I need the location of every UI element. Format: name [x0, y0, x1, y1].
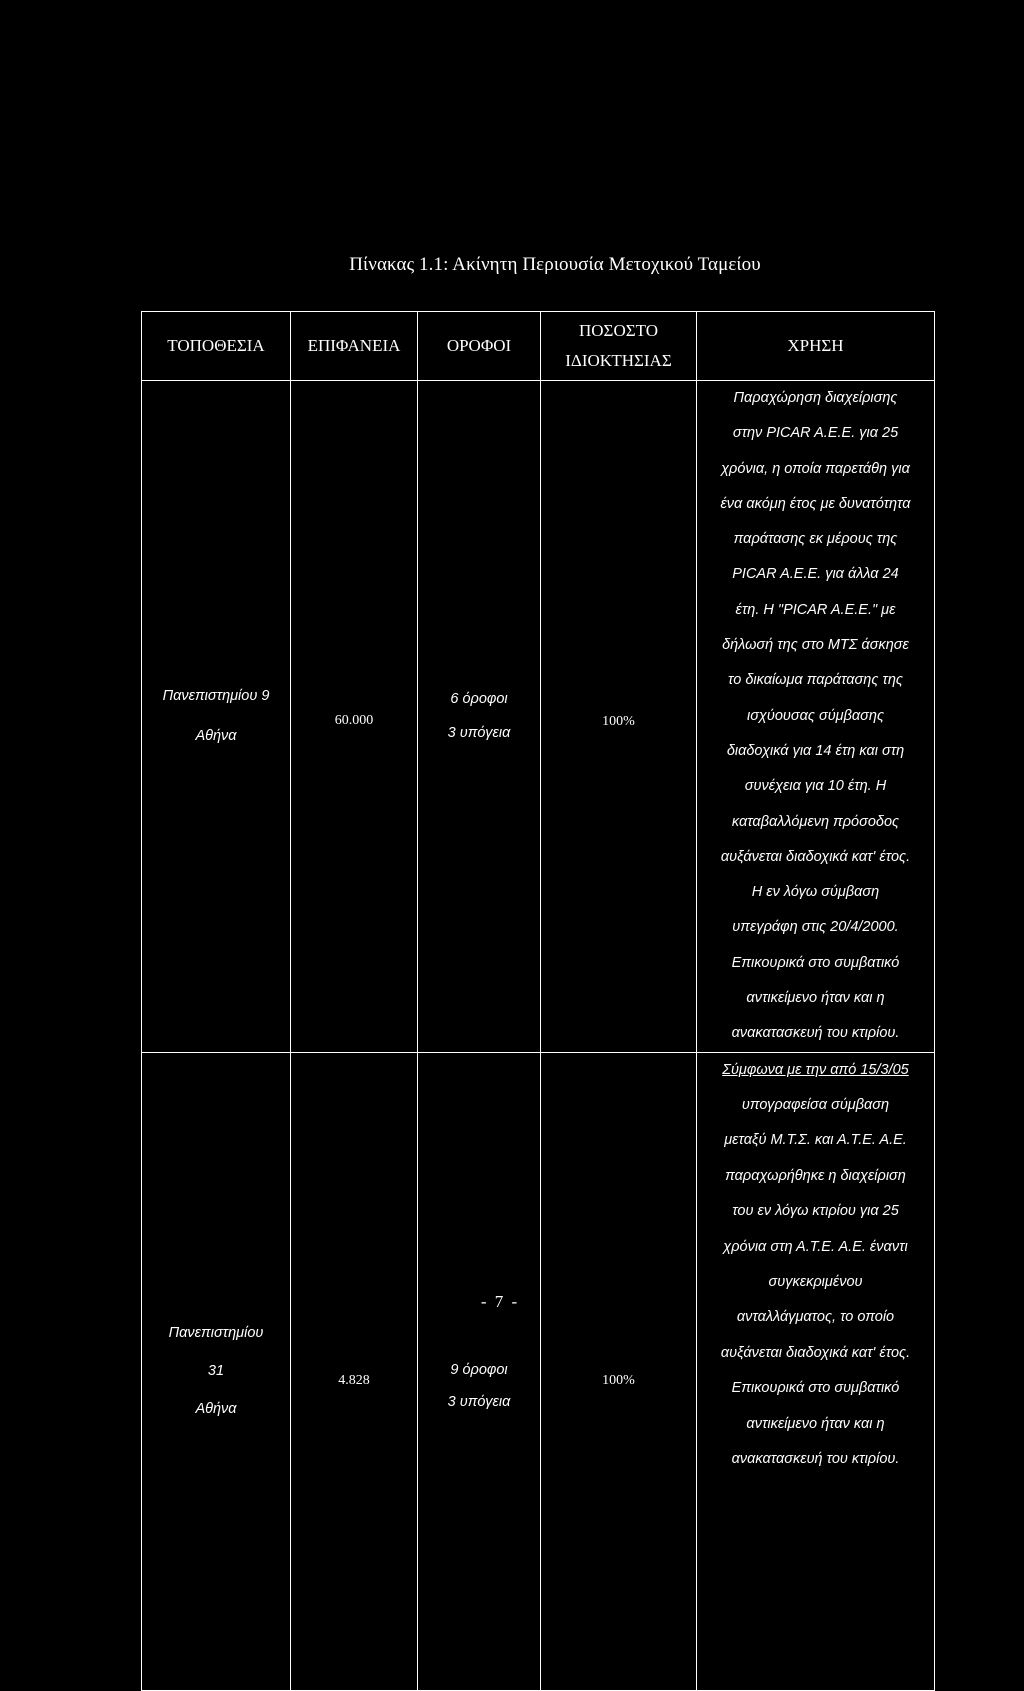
usage-line: έτη. Η "PICAR A.E.E." με	[735, 601, 896, 618]
usage-line: ανακατασκευή του κτιρίου.	[731, 1025, 900, 1042]
usage-line: συνέχεια για 10 έτη. Η	[744, 778, 887, 795]
usage-line: Επικουρικά στο συμβατικό	[731, 1380, 900, 1397]
header-usage: ΧΡΗΣΗ	[697, 312, 935, 381]
usage-line: αντικείμενο ήταν και η	[746, 990, 885, 1007]
header-floors: ΟΡΟΦΟΙ	[418, 312, 541, 381]
usage-line: Παραχώρηση διαχείρισης	[733, 390, 898, 406]
usage-line: ανταλλάγματος, το οποίο	[736, 1309, 895, 1326]
usage-line: συγκεκριμένου	[768, 1273, 863, 1290]
usage-line: διαδοχικά για 14 έτη και στη	[726, 742, 905, 759]
header-ownership-line2: ΙΔΙΟΚΤΗΣΙΑΣ	[565, 351, 672, 370]
page-number: - 7 -	[480, 1292, 520, 1311]
usage-line: αυξάνεται διαδοχικά κατ' έτος.	[720, 1344, 911, 1361]
cell-location	[142, 1052, 291, 1690]
floors-line: 3 υπόγεια	[447, 725, 511, 742]
usage-line: ισχύουσας σύμβασης	[746, 707, 885, 724]
cell-floors	[418, 1052, 541, 1690]
usage-line: το δικαίωμα παράτασης της	[728, 672, 903, 689]
usage-line: Σύμφωνα με την από 15/3/05	[722, 1061, 909, 1078]
cell-area	[291, 1052, 418, 1690]
header-location: ΤΟΠΟΘΕΣΙΑ	[142, 312, 291, 381]
usage-line: δήλωσή της στο ΜΤΣ άσκησε	[722, 637, 909, 654]
usage-line: υπογραφείσα σύμβαση	[741, 1097, 890, 1114]
header-area: ΕΠΙΦΑΝΕΙΑ	[291, 312, 418, 381]
location-line: Αθήνα	[195, 728, 237, 745]
usage-line: παραχωρήθηκε η διαχείριση	[725, 1167, 906, 1184]
table-row	[142, 381, 935, 1053]
ownership-value: 100%	[602, 1373, 635, 1389]
usage-line: χρόνια, η οποία παρετάθη για	[721, 460, 910, 477]
cell-usage	[697, 1052, 935, 1690]
table-caption: Πίνακας 1.1: Ακίνητη Περιουσία Μετοχικού Ταμείου	[349, 254, 761, 275]
location-line: 31	[207, 1363, 225, 1380]
cell-floors	[418, 381, 541, 1053]
table-row	[142, 1052, 935, 1690]
usage-line: στην PICAR A.E.E. για 25	[732, 425, 899, 442]
usage-line: Επικουρικά στο συμβατικό	[731, 954, 900, 971]
area-value: 4.828	[338, 1373, 370, 1389]
floors-line: 9 όροφοι	[450, 1362, 508, 1379]
area-value: 60.000	[334, 713, 374, 729]
header-row	[142, 312, 935, 381]
usage-line: ένα ακόμη έτος με δυνατότητα	[720, 495, 911, 512]
usage-line: αντικείμενο ήταν και η	[746, 1415, 885, 1432]
header-ownership-line1: ΠΟΣΟΣΤΟ	[579, 321, 658, 340]
usage-line: χρόνια στη Α.Τ.Ε. Α.Ε. έναντι	[723, 1238, 908, 1255]
usage-line: αυξάνεται διαδοχικά κατ' έτος.	[720, 848, 911, 865]
usage-line: καταβαλλόμενη πρόσοδος	[731, 813, 900, 830]
usage-line: Η εν λόγω σύμβαση	[751, 884, 880, 901]
cell-area	[291, 381, 418, 1053]
floors-line: 3 υπόγεια	[447, 1394, 511, 1411]
cell-ownership	[541, 1052, 697, 1690]
cell-usage	[697, 381, 935, 1053]
header-ownership	[541, 312, 697, 381]
usage-line: ανακατασκευή του κτιρίου.	[731, 1450, 900, 1467]
property-table	[141, 311, 935, 1691]
ownership-value: 100%	[602, 714, 635, 730]
location-line: Πανεπιστημίου 9	[162, 688, 270, 705]
usage-line: μεταξύ Μ.Τ.Σ. και Α.Τ.Ε. Α.Ε.	[724, 1132, 907, 1149]
cell-ownership	[541, 381, 697, 1053]
usage-line: υπεγράφη στις 20/4/2000.	[732, 919, 899, 936]
usage-line: PICAR A.E.E. για άλλα 24	[732, 566, 899, 583]
usage-line: του εν λόγω κτιρίου για 25	[732, 1203, 899, 1220]
location-line: Πανεπιστημίου	[168, 1325, 264, 1342]
cell-location	[142, 381, 291, 1053]
floors-line: 6 όροφοι	[450, 691, 508, 708]
location-line: Αθήνα	[195, 1401, 237, 1418]
usage-line: παράτασης εκ μέρους της	[733, 531, 898, 548]
